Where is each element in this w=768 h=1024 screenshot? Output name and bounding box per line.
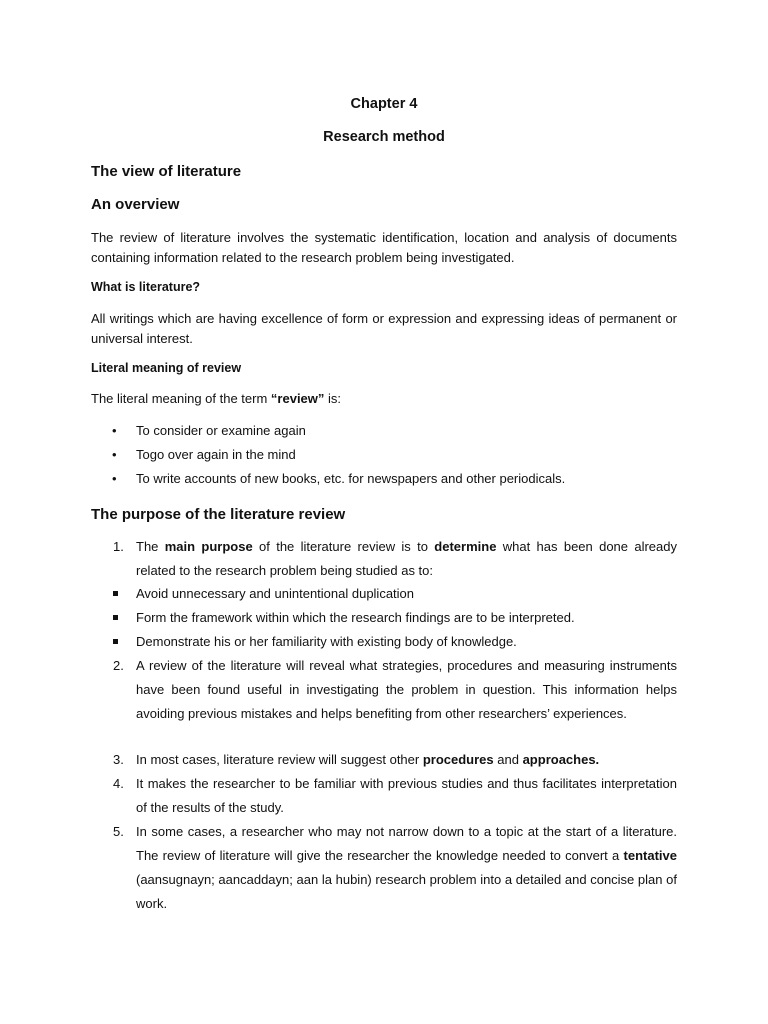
item1-text-c: of the literature review is to <box>252 539 435 554</box>
item3-text-c: and <box>493 752 523 767</box>
item5-text-a: In some cases, a researcher who may not narrow down to a topic at the start of a literature. The review of literature will give the researcher the knowledge needed to convert a <box>136 824 677 863</box>
item-number: 4. <box>113 776 124 791</box>
item-number: 1. <box>113 539 124 554</box>
item3-text-a: In most cases, literature review will suggest other <box>136 752 423 767</box>
square-bullet-icon <box>113 591 118 596</box>
item1-text-d: what has been done already related to the research problem being studied as to: <box>136 539 677 578</box>
item1-bold-determine: determine <box>434 539 497 554</box>
square-bullet-icon <box>113 639 118 644</box>
heading-view-of-literature: The view of literature <box>91 163 242 180</box>
item3-bold-procedures: procedures <box>422 752 494 767</box>
heading-literal-meaning: Literal meaning of review <box>91 361 242 375</box>
heading-overview: An overview <box>91 196 180 213</box>
bullet-dot-icon: • <box>112 471 117 486</box>
heading-what-is-literature: What is literature? <box>91 280 201 294</box>
item-text <box>136 748 677 772</box>
item-number: 5. <box>113 824 124 839</box>
bullet-text: To consider or examine again <box>136 423 306 438</box>
item-text <box>136 820 677 916</box>
square-bullet-icon <box>113 615 118 620</box>
chapter-subtitle: Research method <box>323 129 445 145</box>
paragraph-literal-intro <box>91 389 677 409</box>
chapter-title: Chapter 4 <box>350 96 418 112</box>
item-text: A review of the literature will reveal what strategies, procedures and measuring instruments have been found useful in investigating the problem in question. This information helps avoiding previous mistakes and helps benefiting from other researchers’ experiences. <box>136 658 677 721</box>
paragraph-what-is-literature: All writings which are having excellence of form or expression and expressing ideas of permanent or universal interest. <box>91 311 677 346</box>
bullet-text: To write accounts of new books, etc. for newspapers and other periodicals. <box>136 471 566 486</box>
item5-text-c: (aansugnayn; aancaddayn; aan la hubin) research problem into a detailed and concise plan of work. <box>136 872 677 911</box>
literal-intro-term: “review” <box>270 391 325 406</box>
sub-bullet-text: Avoid unnecessary and unintentional duplication <box>136 586 415 601</box>
heading-purpose: The purpose of the literature review <box>91 506 346 523</box>
item3-bold-approaches: approaches. <box>522 752 600 767</box>
item-text: It makes the researcher to be familiar with previous studies and thus facilitates interpretation of the results of the study. <box>136 776 677 815</box>
bullet-dot-icon: • <box>112 447 117 462</box>
item1-bold-main-purpose: main purpose <box>164 539 253 554</box>
item1-text-a: The <box>136 539 165 554</box>
bullet-text: Togo over again in the mind <box>136 447 296 462</box>
bullet-dot-icon: • <box>112 423 117 438</box>
literal-intro-before: The literal meaning of the term <box>91 391 271 406</box>
literal-intro-after: is: <box>324 391 342 406</box>
paragraph-overview: The review of literature involves the systematic identification, location and analysis of documents containing information related to the research problem being investigated. <box>91 230 677 265</box>
item-number: 3. <box>113 752 124 767</box>
sub-bullet-text: Form the framework within which the research findings are to be interpreted. <box>136 610 575 625</box>
item5-bold-tentative: tentative <box>623 848 677 863</box>
item-text <box>136 535 677 583</box>
item-number: 2. <box>113 658 124 673</box>
sub-bullet-text: Demonstrate his or her familiarity with existing body of knowledge. <box>136 634 517 649</box>
